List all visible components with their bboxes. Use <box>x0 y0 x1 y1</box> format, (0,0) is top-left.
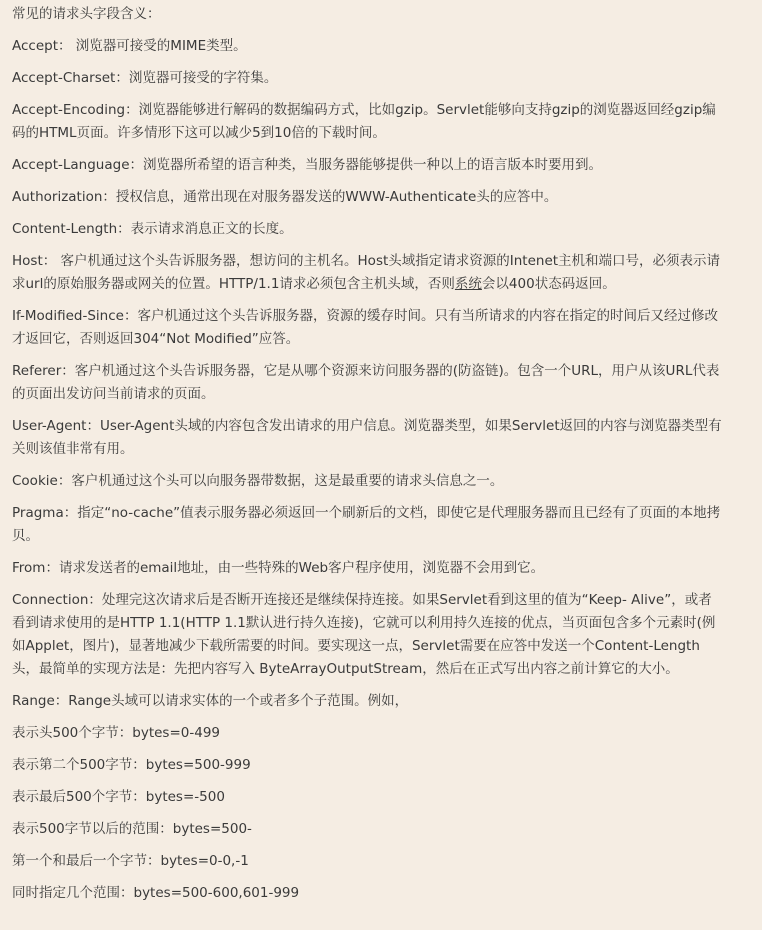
field-if-modified-since: If-Modified-Since：客户机通过这个头告诉服务器，资源的缓存时间。只有当所请求的内容在指定的时间后又经过修改才返回它，否则返回304“Not Modified”应答。 <box>12 308 718 347</box>
field-accept-encoding: Accept-Encoding：浏览器能够进行解码的数据编码方式，比如gzip。Servlet能够向支持gzip的浏览器返回经gzip编码的HTML页面。许多情形下这可以减少5到10倍的下载时间。 <box>12 102 716 141</box>
intro-text: 常见的请求头字段含义： <box>12 6 161 22</box>
field-connection: Connection：处理完这次请求后是否断开连接还是继续保持连接。如果Servlet看到这里的值为“Keep- Alive”，或者看到请求使用的是HTTP 1.1(HTTP 1.1默认进行持久连接)，它就可以利用持久连接的优点，当页面包含多个元素时(例如Applet，图片)，显著地减少下载所需要的时间。要实现这一点，Servlet需要在应答中发送一个Content-Length头，最简单的实现方法是：先把内容写入 ByteArrayOutputStream，然后在正式写出内容之前计算它的大小。 <box>12 592 716 677</box>
field-referer: Referer：客户机通过这个头告诉服务器，它是从哪个资源来访问服务器的(防盗链)。包含一个URL，用户从该URL代表的页面出发访问当前请求的页面。 <box>12 363 720 402</box>
field-accept-language: Accept-Language：浏览器所希望的语言种类，当服务器能够提供一种以上的语言版本时要用到。 <box>12 157 603 173</box>
field-user-agent: User-Agent：User-Agent头域的内容包含发出请求的用户信息。浏览器类型，如果Servlet返回的内容与浏览器类型有关则该值非常有用。 <box>12 418 722 457</box>
field-authorization: Authorization：授权信息，通常出现在对服务器发送的WWW-Authenticate头的应答中。 <box>12 189 558 205</box>
range-example-first-last: 第一个和最后一个字节：bytes=0-0,-1 <box>12 853 249 869</box>
range-example-first-500: 表示头500个字节：bytes=0-499 <box>12 725 220 741</box>
range-example-after-500: 表示500字节以后的范围：bytes=500- <box>12 821 252 837</box>
host-text-after-link: 会以400状态码返回。 <box>481 276 616 292</box>
field-content-length: Content-Length：表示请求消息正文的长度。 <box>12 221 293 237</box>
system-link[interactable]: 系统 <box>454 276 482 292</box>
field-accept-charset: Accept-Charset：浏览器可接受的字符集。 <box>12 70 278 86</box>
field-cookie: Cookie：客户机通过这个头可以向服务器带数据，这是最重要的请求头信息之一。 <box>12 473 504 489</box>
range-example-second-500: 表示第二个500字节：bytes=500-999 <box>12 757 251 773</box>
field-from: From：请求发送者的email地址，由一些特殊的Web客户程序使用，浏览器不会用到它。 <box>12 560 545 576</box>
field-range: Range：Range头域可以请求实体的一个或者多个子范围。例如， <box>12 693 409 709</box>
field-pragma: Pragma：指定“no-cache”值表示服务器必须返回一个刷新后的文档，即使它是代理服务器而且已经有了页面的本地拷贝。 <box>12 505 721 544</box>
field-host <box>12 250 722 296</box>
range-example-last-500: 表示最后500个字节：bytes=-500 <box>12 789 225 805</box>
host-text-before-link: Host： 客户机通过这个头告诉服务器，想访问的主机名。Host头域指定请求资源的Intenet主机和端口号，必须表示请求url的原始服务器或网关的位置。HTTP/1.1请求必须包含主机头域，否则 <box>12 253 721 292</box>
field-accept: Accept： 浏览器可接受的MIME类型。 <box>12 38 247 54</box>
range-example-multiple: 同时指定几个范围：bytes=500-600,601-999 <box>12 885 300 901</box>
